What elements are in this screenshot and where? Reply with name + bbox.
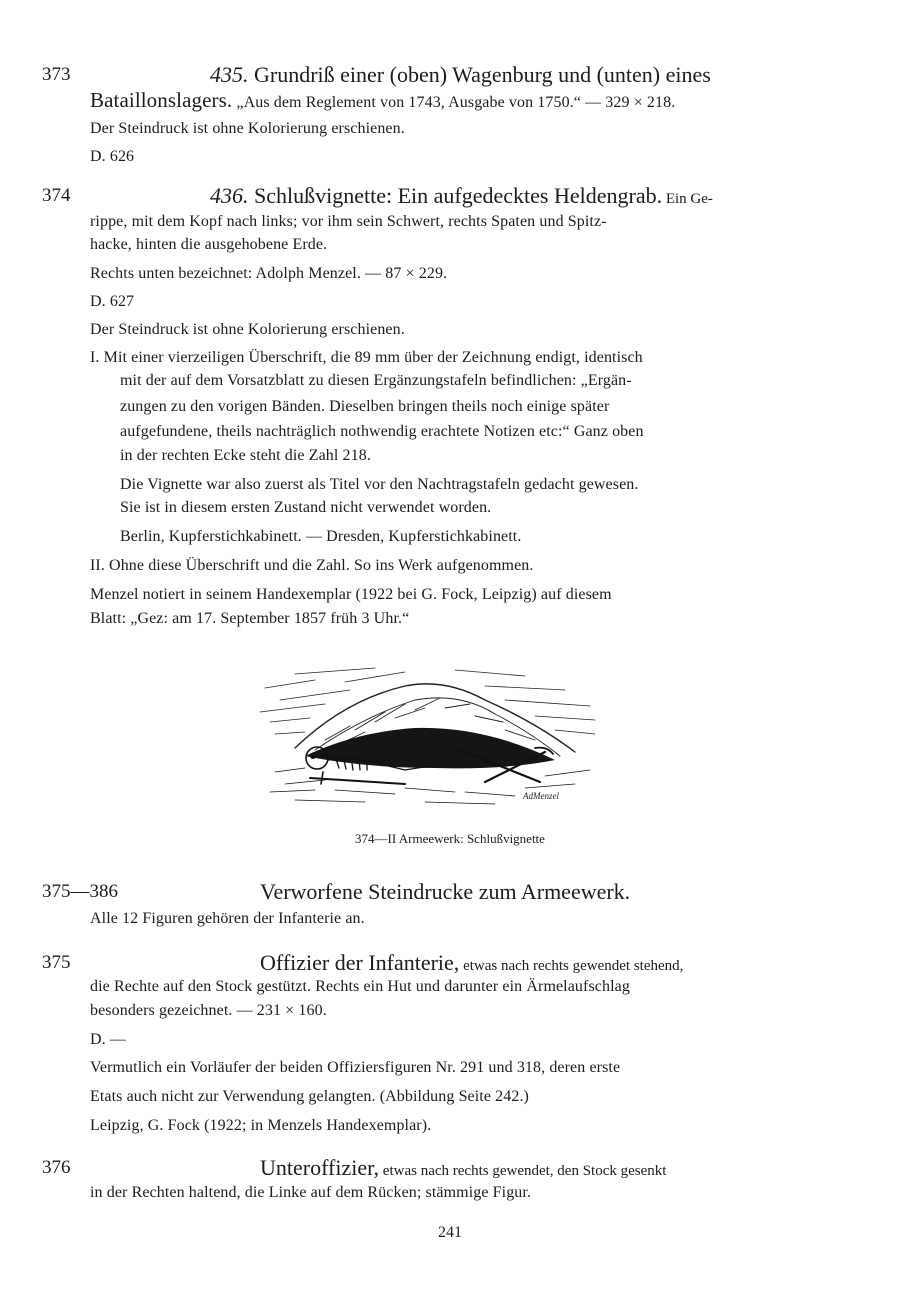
title-text: Offizier der Infanterie, <box>260 950 460 975</box>
body-line: Der Steindruck ist ohne Kolorierung erschienen. <box>90 120 405 137</box>
state-line: II. Ohne diese Überschrift und die Zahl. So ins Werk aufgenommen. <box>90 557 534 574</box>
body-line: hacke, hinten die ausgehobene Erde. <box>90 236 328 253</box>
title-continuation: Bataillonslagers. <box>90 88 233 112</box>
body-line: D. 627 <box>90 293 135 310</box>
body-line: Blatt: „Gez: am 17. September 1857 früh 3 Uhr.“ <box>90 610 410 627</box>
body-line: Menzel notiert in seinem Handexemplar (1922 bei G. Fock, Leipzig) auf diesem <box>90 586 612 603</box>
entry-title <box>210 63 711 87</box>
state-line: mit der auf dem Vorsatzblatt zu diesen Ergänzungstafeln befindlichen: „Ergän- <box>120 372 632 389</box>
body-line: Etats auch nicht zur Verwendung gelangten. (Abbildung Seite 242.) <box>90 1088 529 1105</box>
body-line <box>90 90 840 113</box>
body-line: Der Steindruck ist ohne Kolorierung erschienen. <box>90 321 405 338</box>
entry-title <box>210 184 713 211</box>
body-line: Vermutlich ein Vorläufer der beiden Offiziersfiguren Nr. 291 und 318, deren erste <box>90 1059 621 1076</box>
title-text: Schlußvignette: Ein aufgedecktes Heldengrab. <box>248 183 663 208</box>
body-line: rippe, mit dem Kopf nach links; vor ihm sein Schwert, rechts Spaten und Spitz- <box>90 213 607 230</box>
body-line: die Rechte auf den Stock gestützt. Rechts ein Hut und darunter ein Ärmelaufschlag <box>90 978 630 995</box>
title-text: Grundriß einer (oben) Wagenburg und (unten) eines <box>248 62 711 87</box>
entry-title <box>260 951 683 978</box>
title-text: Unteroffizier, <box>260 1155 380 1180</box>
artist-signature: AdMenzel <box>523 791 559 801</box>
body-line: Alle 12 Figuren gehören der Infanterie an. <box>90 910 365 927</box>
entry-number: 376 <box>42 1157 71 1178</box>
plate-number: 436. <box>210 183 249 208</box>
title-detail: etwas nach rechts gewendet stehend, <box>459 958 684 974</box>
state-line: aufgefundene, theils nachträglich nothwendig erachtete Notizen etc:“ Ganz oben <box>120 423 644 440</box>
state-line: Die Vignette war also zuerst als Titel vor den Nachtragstafeln gedacht gewesen. <box>120 476 639 493</box>
state-line: Sie ist in diesem ersten Zustand nicht verwendet worden. <box>120 499 492 516</box>
body-line: in der Rechten haltend, die Linke auf dem Rücken; stämmige Figur. <box>90 1184 532 1201</box>
state-line: I. Mit einer vierzeiligen Überschrift, die 89 mm über der Zeichnung endigt, identisch <box>90 349 643 366</box>
title-detail: „Aus dem Reglement von 1743, Ausgabe von 1750.“ — 329 × 218. <box>232 94 676 111</box>
entry-title: Verworfene Steindrucke zum Armeewerk. <box>260 879 631 904</box>
body-line: Leipzig, G. Fock (1922; in Menzels Handexemplar). <box>90 1117 432 1134</box>
entry-number: 375—386 <box>42 881 118 902</box>
body-line: Rechts unten bezeichnet: Adolph Menzel. — 87 × 229. <box>90 265 448 282</box>
entry-number: 375 <box>42 952 71 973</box>
state-line: in der rechten Ecke steht die Zahl 218. <box>120 447 371 464</box>
plate-number: 435. <box>210 62 249 87</box>
entry-number: 373 <box>42 64 71 85</box>
body-line: besonders gezeichnet. — 231 × 160. <box>90 1002 327 1019</box>
figure-caption: 374—II Armeewerk: Schlußvignette <box>355 831 545 846</box>
state-line: Berlin, Kupferstichkabinett. — Dresden, Kupferstichkabinett. <box>120 528 522 545</box>
title-detail: Ein Ge- <box>662 191 713 207</box>
entry-number: 374 <box>42 185 71 206</box>
page-number: 241 <box>438 1224 462 1241</box>
body-line: D. — <box>90 1031 126 1048</box>
entry-title <box>260 1156 666 1183</box>
body-line: D. 626 <box>90 148 135 165</box>
state-line: zungen zu den vorigen Bänden. Dieselben bringen theils noch einige später <box>120 398 610 415</box>
vignette-illustration <box>255 660 600 810</box>
title-detail: etwas nach rechts gewendet, den Stock gesenkt <box>379 1163 667 1179</box>
